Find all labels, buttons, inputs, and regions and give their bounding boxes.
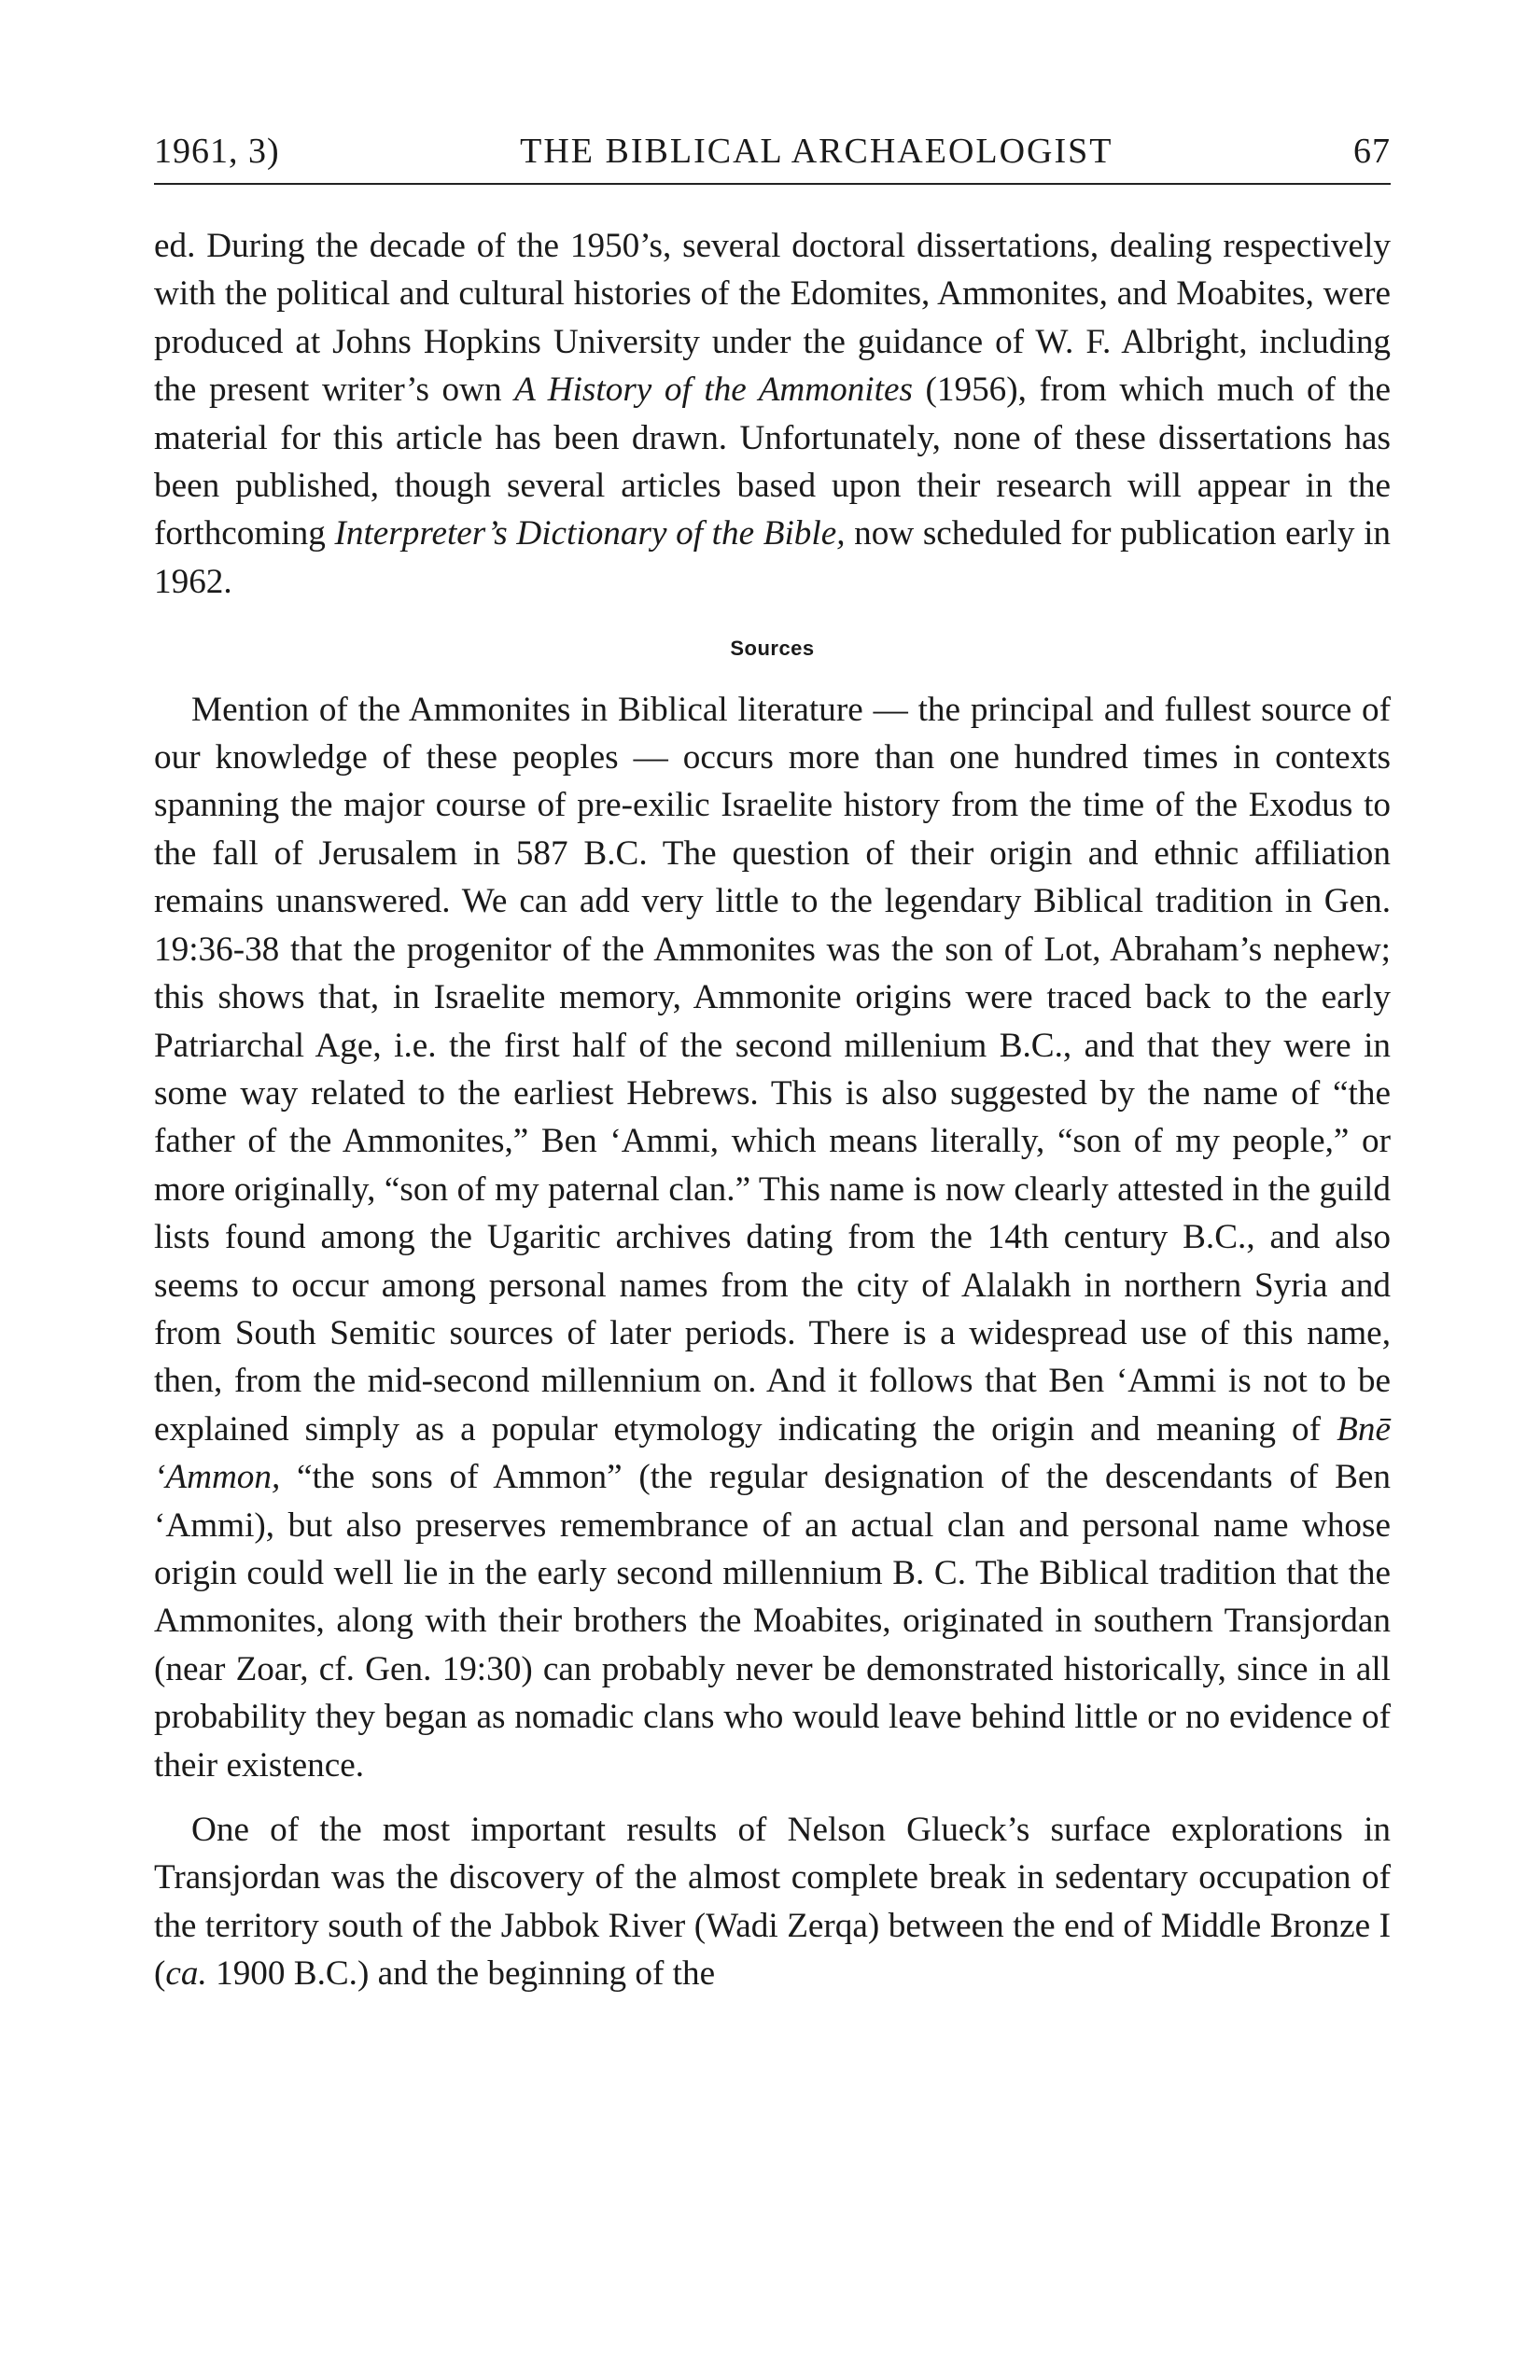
book-title-history-ammonites: A History of the Ammonites — [514, 371, 913, 410]
running-header — [154, 131, 1391, 185]
paragraph-glueck — [154, 1806, 1391, 1998]
text-run: ed. During the decade of the 1950’s, several doctoral dissertations, dealing respectively with the political and cultural histories of the Edomites, Ammonites, and Moabites, were produced at Johns Hopkins University under the guidance of W. F. Albright, including the present writer’s own — [154, 227, 1391, 410]
text-run: (1956), from which much of the material for this article has been drawn. Unfortunately, none of these dissertations has been published, though several articles based upon their research will appear in the forthcoming — [154, 371, 1392, 553]
issue-date: 1961, 3) — [154, 132, 280, 171]
paragraph-continued — [154, 222, 1391, 606]
book-title-dictionary: Interpreter’s Dictionary of the Bible, — [334, 514, 846, 553]
text-run: 1900 B.C.) and the beginning of the — [206, 1954, 716, 1994]
text-run: now scheduled for publication early in 1962. — [154, 514, 1391, 601]
article-body — [154, 222, 1391, 1998]
italic-abbrev-circa: ca. — [165, 1954, 207, 1994]
page-number: 67 — [1353, 132, 1391, 171]
document-page — [154, 131, 1391, 1998]
text-run: Mention of the Ammonites in Biblical literature — the principal and fullest source of our knowledge of these peoples — occurs more than one hundred times in contexts spanning the major course of pre-exilic Israelite history from the time of the Exodus to the fall of Jerusalem in 587 B.C. The question of their origin and ethnic affiliation remains unanswered. We can add very little to the legendary Biblical tradition in Gen. 19:36-38 that the progenitor of the Ammonites was the son of Lot, Abraham’s nephew; this shows that, in Israelite memory, Ammonite origins were traced back to the early Patriarchal Age, i.e. the first half of the second millenium B.C., and that they were in some way related to the earliest Hebrews. This is also suggested by the name of “the father of the Ammonites,” Ben ‘Ammi, which means literally, “son of my people,” or more originally, “son of my paternal clan.” This name is now clearly attested in the guild lists found among the Ugaritic archives dating from the 14th century B.C., and also seems to occur among personal names from the city of Alalakh in northern Syria and from South Semitic sources of later periods. There is a widespread use of this name, then, from the mid-second millennium on. And it follows that Ben ‘Ammi is not to be explained simply as a popular etymology indicating the origin and meaning of — [154, 690, 1391, 1449]
text-run: “the sons of Ammon” (the regular designation of the descendants of Ben ‘Ammi), but also preserves remembrance of an actual clan and personal name whose origin could well lie in the early second millennium B. C. The Biblical tradition that the Ammonites, along with their brothers the Moabites, originated in southern Transjordan (near Zoar, cf. Gen. 19:30) can probably never be demonstrated historically, since in all probability they began as nomadic clans who would leave behind little or no evidence of their existence. — [154, 1458, 1391, 1785]
paragraph-sources — [154, 686, 1391, 1789]
text-run: One of the most important results of Nelson Glueck’s surface explorations in Transjordan was the discovery of the almost complete break in sedentary occupation of the territory south of the Jabbok River (Wadi Zerqa) between the end of Middle Bronze I ( — [154, 1811, 1391, 1994]
section-heading-sources: Sources — [730, 637, 815, 661]
italic-term-bne-ammon: Bnē ‘Ammon, — [154, 1409, 1391, 1497]
journal-title: THE BIBLICAL ARCHAEOLOGIST — [520, 132, 1113, 171]
